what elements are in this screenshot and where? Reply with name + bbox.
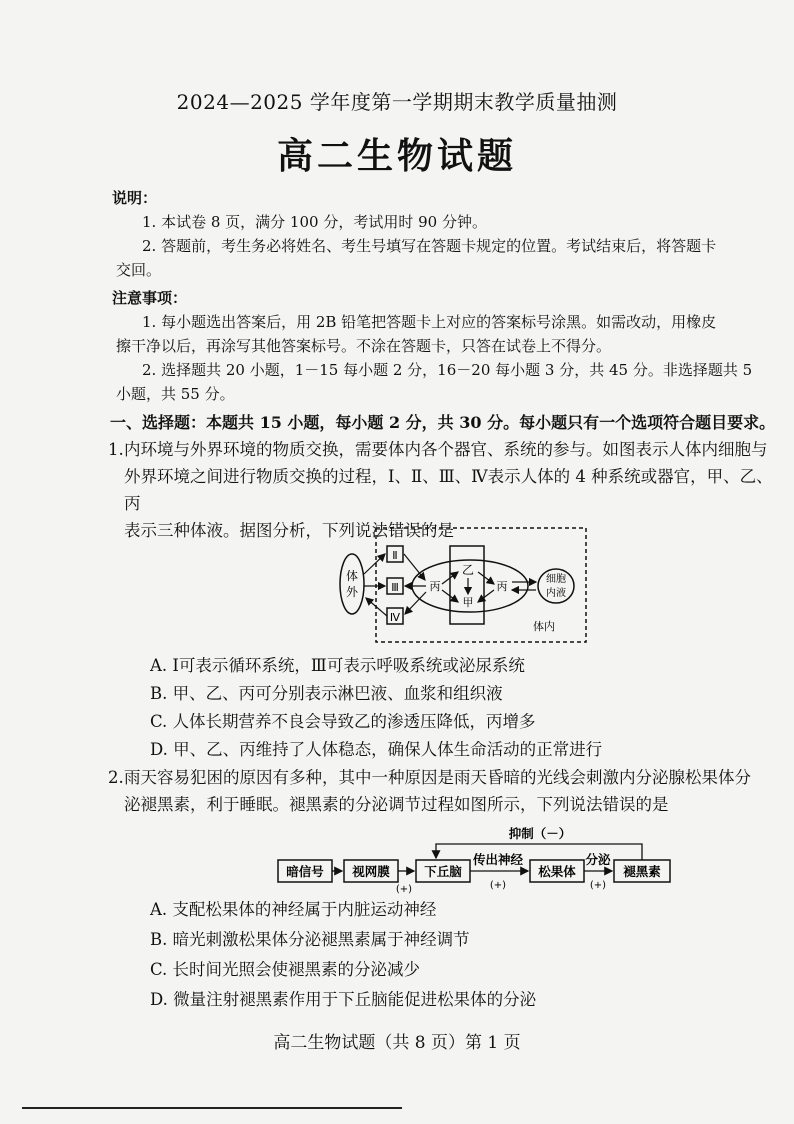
question-line: 外界环境之间进行物质交换的过程，Ⅰ、Ⅱ、Ⅲ、Ⅳ表示人体的 4 种系统或器官，甲、乙、丙 [124, 467, 773, 513]
outside-ellipse [340, 554, 364, 614]
bottom-rule [22, 1107, 402, 1109]
section-heading: 一、选择题：本题共 15 小题，每小题 2 分，共 30 分。每小题只有一个选项符合题目要求。 [110, 413, 776, 432]
question-line: 雨天容易犯困的原因有多种，其中一种原因是雨天昏暗的光线会刺激内分泌腺松果体分 [124, 768, 751, 787]
option-a: A. 支配松果体的神经属于内脏运动神经 [150, 900, 437, 919]
option-c: C. 人体长期营养不良会导致乙的渗透压降低，丙增多 [150, 712, 536, 731]
cell-fluid-label-2: 内液 [546, 588, 566, 599]
notes-heading: 注意事项： [112, 289, 188, 307]
plus-sign: (+) [395, 884, 413, 895]
outside-label-1: 体 [345, 569, 359, 583]
question-number: 2. [108, 768, 124, 787]
arrow [478, 572, 494, 584]
feedback-arrow [436, 844, 642, 860]
arrow [478, 590, 494, 602]
page-footer: 高二生物试题（共 8 页）第 1 页 [273, 1033, 521, 1053]
option-b: B. 甲、乙、丙可分别表示淋巴液、血浆和组织液 [150, 684, 503, 703]
inhibit-label: 抑制（－） [508, 826, 572, 841]
question-number: 1. [108, 440, 124, 459]
option-a: A. Ⅰ可表示循环系统，Ⅲ可表示呼吸系统或泌尿系统 [150, 656, 525, 675]
notes-item-2-cont: 小题，共 55 分。 [116, 385, 235, 403]
instructions-item-2: 2. 答题前，考生务必将姓名、考生号填写在答题卡规定的位置。考试结束后，将答题卡 [142, 237, 717, 255]
fluid-jia: 甲 [462, 596, 474, 609]
cell-fluid-label-1: 细胞 [546, 574, 566, 585]
arrow [364, 554, 385, 574]
melatonin-flow-diagram [270, 824, 682, 896]
inside-label: 体内 [533, 620, 555, 633]
node-dark-signal-label: 暗信号 [286, 864, 324, 879]
option-d: D. 微量注射褪黑素作用于下丘脑能促进松果体的分泌 [150, 990, 537, 1009]
instructions-item-1: 1. 本试卷 8 页，满分 100 分，考试用时 90 分钟。 [142, 213, 487, 231]
option-b: B. 暗光刺激松果体分泌褪黑素属于神经调节 [150, 930, 470, 949]
body-fluid-diagram [330, 524, 600, 646]
outside-label-2: 外 [345, 585, 359, 599]
node-pineal-label: 松果体 [538, 864, 576, 879]
notes-item-1: 1. 每小题选出答案后，用 2B 铅笔把答题卡上对应的答案标号涂黑。如需改动，用橡皮 [142, 313, 717, 331]
question-line: 表示三种体液。据图分析，下列说法错误的是 [124, 521, 454, 540]
node-hypothalamus-label: 下丘脑 [424, 864, 462, 879]
option-c: C. 长时间光照会使褪黑素的分泌减少 [150, 960, 421, 979]
exam-header: 2024—2025 学年度第一学期期末教学质量抽测 [176, 90, 618, 114]
question-2 [108, 764, 788, 818]
fluid-bing-right: 丙 [496, 580, 508, 593]
organ-label-4: Ⅳ [389, 611, 401, 624]
arrow [404, 554, 425, 580]
fluid-yi: 乙 [461, 563, 475, 577]
efferent-nerve-label: 传出神经 [472, 852, 524, 867]
secretion-label: 分泌 [585, 852, 611, 867]
organ-label-2: Ⅱ [392, 549, 398, 562]
question-line: 内环境与外界环境的物质交换，需要体内各个器官、系统的参与。如图表示人体内细胞与 [124, 440, 768, 459]
plus-sign: (+) [489, 880, 507, 891]
question-line: 泌褪黑素，利于睡眠。褪黑素的分泌调节过程如图所示，下列说法错误的是 [124, 795, 669, 814]
plus-sign: (+) [589, 880, 607, 891]
instructions-heading: 说明： [112, 189, 158, 207]
option-d: D. 甲、乙、丙维持了人体稳态，确保人体生命活动的正常进行 [150, 740, 603, 759]
instructions-item-2-cont: 交回。 [116, 261, 162, 279]
organ-label-3: Ⅲ [391, 581, 399, 594]
notes-item-2: 2. 选择题共 20 小题，1－15 每小题 2 分，16－20 每小题 3 分，共 45 分。非选择题共 5 [142, 361, 753, 379]
notes-item-1-cont: 擦干净以后，再涂写其他答案标号。不涂在答题卡，只答在试卷上不得分。 [116, 337, 612, 355]
page-title: 高二生物试题 [276, 135, 517, 177]
fluid-bing-left: 丙 [429, 580, 441, 593]
node-melatonin-label: 褪黑素 [623, 864, 661, 879]
node-retina-label: 视网膜 [352, 864, 390, 879]
